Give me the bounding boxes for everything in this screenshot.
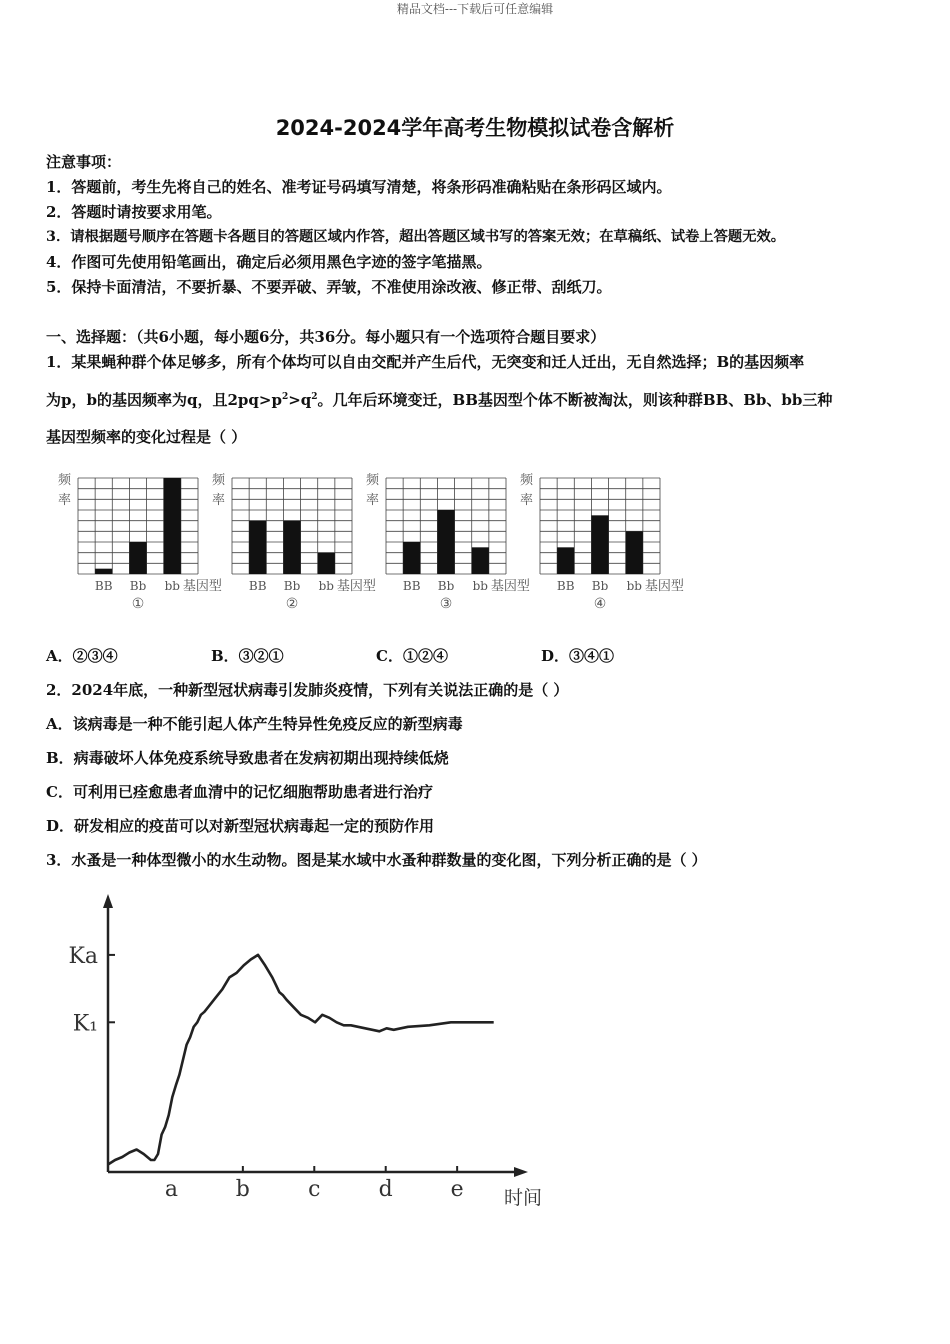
section-heading: 一、选择题：（共6小题，每小题6分，共36分。每小题只有一个选项符合题目要求）: [46, 328, 606, 346]
bar-bb: [95, 569, 112, 574]
bar-chart-panel: [212, 472, 376, 612]
notice-heading: 注意事项：: [46, 153, 122, 171]
header-watermark: 精品文档---下载后可任意编辑: [396, 2, 554, 16]
q1-stem-line: 1．某果蝇种群个体足够多，所有个体均可以自由交配并产生后代，无突变和迁人迁出，无自然选择；B的基因频率: [46, 353, 805, 371]
x-axis-arrow: [514, 1167, 528, 1177]
x-axis-label: 基因型: [644, 579, 684, 594]
bar-bb: [437, 510, 454, 574]
x-tick-label: e: [450, 1177, 464, 1202]
q2-option-a[interactable]: A．该病毒是一种不能引起人体产生特异性免疫反应的新型病毒: [46, 715, 463, 733]
category-label: BB: [248, 579, 267, 593]
notice-item: 1．答题前，考生先将自己的姓名、准考证号码填写清楚，将条形码准确粘贴在条形码区域内。: [46, 178, 672, 196]
genotype-frequency-charts: [50, 466, 700, 616]
x-axis-label: 基因型: [490, 579, 530, 594]
bar-chart-panel: [366, 472, 530, 612]
x-axis-label: 基因型: [336, 579, 376, 594]
x-tick-label: a: [164, 1177, 178, 1202]
bar-bb: [283, 521, 300, 574]
q2-option-c[interactable]: C．可利用已痊愈患者血清中的记忆细胞帮助患者进行治疗: [46, 783, 433, 801]
x-axis-label: 时间: [504, 1187, 543, 1209]
bar-bb: [557, 547, 574, 574]
notice-item: 5．保持卡面清洁，不要折暴、不要弄破、弄皱，不准使用涂改液、修正带、刮纸刀。: [46, 278, 612, 296]
notice-item: 2．答题时请按要求用笔。: [46, 203, 222, 221]
y-axis-label: 频: [58, 473, 72, 488]
x-tick-label: b: [235, 1177, 250, 1202]
y-axis-label: 率: [58, 493, 72, 508]
y-axis-label: 率: [520, 493, 534, 508]
y-tick-label: K₁: [72, 1011, 98, 1037]
x-tick-label: d: [378, 1177, 393, 1202]
category-label: BB: [94, 579, 113, 593]
q1-stem-line: 基因型频率的变化过程是（ ）: [46, 428, 247, 446]
bar-bb: [403, 542, 420, 574]
bar-bb: [249, 521, 266, 574]
population-curve-chart: [60, 890, 560, 1220]
category-label: BB: [556, 579, 575, 593]
bar-bb: [472, 547, 489, 574]
bar-bb: [164, 478, 181, 574]
y-axis-arrow: [103, 894, 113, 908]
bar-bb: [626, 531, 643, 574]
x-tick-label: c: [308, 1177, 321, 1202]
y-tick-label: Ka: [68, 943, 98, 969]
q3-stem: 3．水蚤是一种体型微小的水生动物。图是某水域中水蚤种群数量的变化图，下列分析正确的是（ ）: [46, 851, 707, 869]
y-axis-label: 率: [366, 493, 380, 508]
bar-bb: [318, 553, 335, 574]
chart-number: ③: [439, 596, 453, 612]
category-label: bb: [164, 579, 180, 593]
bar-chart-panel: [58, 472, 222, 612]
y-axis-label: 率: [212, 493, 226, 508]
category-label: bb: [472, 579, 488, 593]
q2-stem: 2．2024年底，一种新型冠状病毒引发肺炎疫情，下列有关说法正确的是（ ）: [46, 681, 569, 699]
chart-number: ①: [131, 596, 145, 612]
q1-option-c[interactable]: C．①②④: [376, 647, 448, 665]
chart-number: ④: [593, 596, 607, 612]
q2-option-b[interactable]: B．病毒破坏人体免疫系统导致患者在发病初期出现持续低烧: [46, 749, 449, 767]
q1-option-d[interactable]: D．③④①: [541, 647, 615, 665]
q2-option-d[interactable]: D．研发相应的疫苗可以对新型冠状病毒起一定的预防作用: [46, 817, 435, 835]
bar-bb: [129, 542, 146, 574]
y-axis-label: 频: [366, 473, 380, 488]
chart-number: ②: [285, 596, 299, 612]
category-label: BB: [402, 579, 421, 593]
page-title: 2024-2024学年高考生物模拟试卷含解析: [275, 116, 675, 140]
category-label: Bb: [437, 579, 455, 593]
y-axis-label: 频: [212, 473, 226, 488]
bar-chart-panel: [520, 472, 684, 612]
population-curve: [108, 955, 494, 1165]
notice-item: 3．请根据题号顺序在答题卡各题目的答题区域内作答，超出答题区域书写的答案无效；在草稿纸、试卷上答题无效。: [46, 229, 786, 245]
bar-bb: [591, 515, 608, 574]
category-label: bb: [626, 579, 642, 593]
category-label: bb: [318, 579, 334, 593]
q1-stem-line: 为p，b的基因频率为q，且$2pq>p^2>q^2$。几年后环境变迁，BB基因型个体不断被淘汰，则该种群BB、Bb、bb三种: [46, 391, 833, 409]
category-label: Bb: [129, 579, 147, 593]
notice-item: 4．作图可先使用铅笔画出，确定后必须用黑色字迹的签字笔描黑。: [46, 253, 492, 271]
category-label: Bb: [591, 579, 609, 593]
q1-option-b[interactable]: B．③②①: [211, 647, 284, 665]
y-axis-label: 频: [520, 473, 534, 488]
q1-option-a[interactable]: A．②③④: [46, 647, 118, 665]
x-axis-label: 基因型: [182, 579, 222, 594]
category-label: Bb: [283, 579, 301, 593]
